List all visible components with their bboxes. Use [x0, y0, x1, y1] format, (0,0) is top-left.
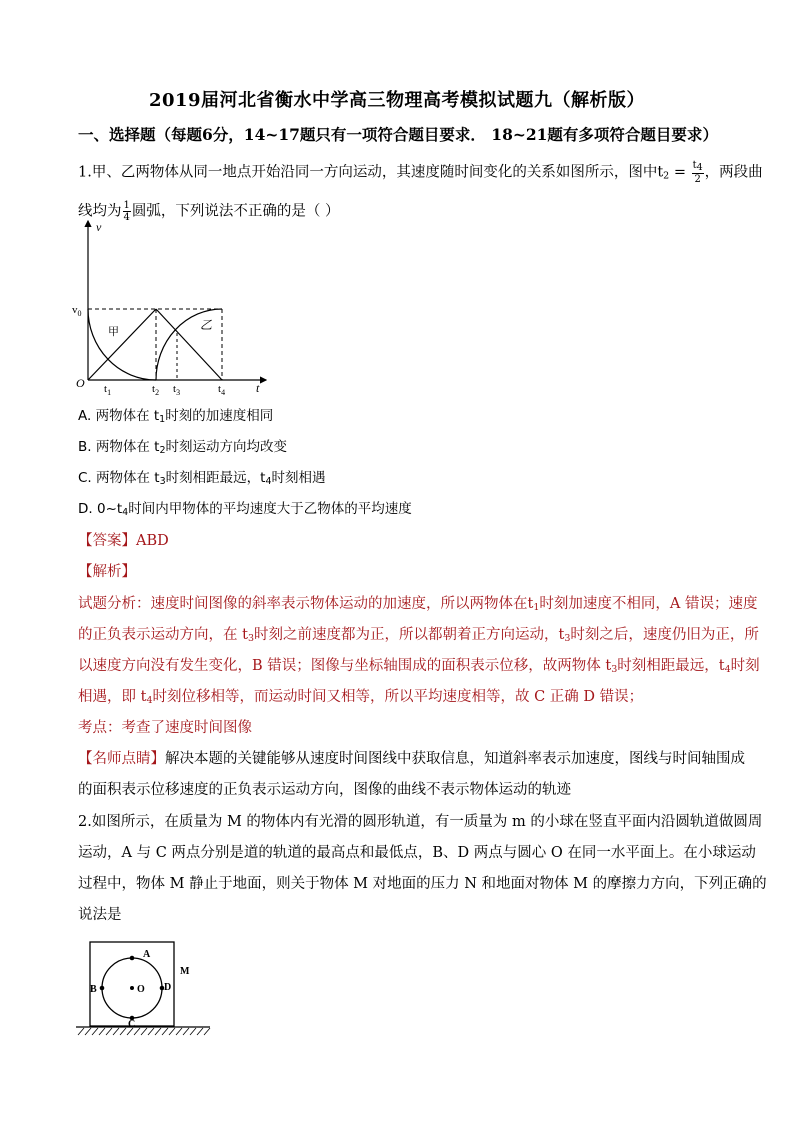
ana3-a: 以速度方向没有发生变化，B 错误；图像与坐标轴围成的面积表示位移，故两物体 t	[78, 658, 612, 674]
t1-label: $t_1$	[104, 383, 112, 395]
q1-vt-graph	[70, 215, 280, 395]
q1-analysis-line4	[78, 687, 738, 711]
q1-fraction-t4-over-2	[692, 160, 704, 185]
frac-num-sub: 4	[696, 162, 703, 173]
q1-analysis-label: 【解析】	[78, 564, 136, 580]
opt-c-sub-2: 4	[265, 476, 272, 487]
opt-c-sub: 3	[159, 476, 166, 487]
t3-label: $t_3$	[173, 383, 181, 395]
v-axis-label: v	[96, 220, 102, 234]
ana2-c: 时刻之后，速度仍旧为正，所	[570, 627, 759, 643]
q1-stem-text-2: ，两段曲	[704, 164, 763, 181]
q1-stem-eq: =	[669, 164, 691, 181]
tip-text-1: 解决本题的关键能够从速度时间图线中获取信息，知道斜率表示加速度，图线与时间轴围成	[165, 751, 745, 767]
center-o	[130, 986, 134, 990]
section-heading: 一、选择题（每题6分，14~17题只有一项符合题目要求． 18~21题有多项符合题目要求）	[78, 125, 718, 144]
opt-b-text: B. 两物体在 t	[78, 439, 160, 455]
v0-label: $v_0$	[72, 304, 82, 318]
q1-analysis-line3	[78, 656, 760, 680]
ana2-sub2: 3	[564, 633, 571, 644]
label-b: B	[90, 984, 97, 995]
jia-rising-line	[88, 309, 156, 380]
q1-kaodian: 考点：考查了速度时间图像	[78, 720, 252, 736]
opt-c-text: C. 两物体在 t	[78, 470, 160, 486]
yi-curve-label: 乙	[200, 318, 213, 332]
ana1-sub: 1	[533, 602, 540, 613]
opt-c-text-3: 时刻相遇	[271, 470, 326, 486]
opt-a-text-2: 时刻的加速度相同	[165, 408, 274, 424]
q2-stem-line4: 说法是	[78, 907, 122, 923]
opt-d-sub: 4	[122, 507, 129, 518]
point-b	[100, 986, 105, 991]
jia-falling-line	[156, 309, 222, 380]
opt-c-text-2: 时刻相距最远，t	[165, 470, 266, 486]
t4-label: $t_4$	[218, 383, 226, 395]
point-a	[130, 956, 135, 961]
ana3-b: 时刻相距最远，t	[617, 658, 725, 674]
q1-tip-line2: 的面积表示位移速度的正负表示运动方向，图像的曲线不表示物体运动的轨迹	[78, 782, 571, 798]
ana3-c: 时刻	[730, 658, 760, 674]
q1-tip-line1	[78, 749, 745, 769]
label-o: O	[137, 984, 145, 995]
q1-answer: 【答案】ABD	[78, 533, 169, 549]
ana1-b: 时刻加速度不相同，A 错误；速度	[539, 596, 758, 612]
ana2-a: 的正负表示运动方向，在 t	[78, 627, 248, 643]
frac2-num: 1	[123, 200, 130, 211]
q2-stem-line3: 过程中，物体 M 静止于地面，则关于物体 M 对地面的压力 N 和地面对物体 M 的摩擦力方向，下列正确的	[78, 876, 767, 892]
ana4-sub: 4	[146, 695, 153, 706]
q1-line2-b: 圆弧，下列说法不正确的是（ ）	[131, 203, 340, 220]
opt-b-text-2: 时刻运动方向均改变	[165, 439, 287, 455]
ana2-sub: 3	[247, 633, 254, 644]
q2-circular-track-figure	[74, 940, 214, 1040]
opt-b-sub: 2	[159, 445, 166, 456]
q2-stem-line1: 2.如图所示，在质量为 M 的物体内有光滑的圆形轨道，有一质量为 m 的小球在竖直平面内沿圆轨道做圆周	[78, 814, 763, 830]
ana2-b: 时刻之前速度都为正，所以都朝着正方向运动，t	[253, 627, 565, 643]
q1-stem-sub: 2	[663, 170, 670, 182]
opt-d-text-2: 时间内甲物体的平均速度大于乙物体的平均速度	[128, 501, 412, 517]
opt-a-text: A. 两物体在 t	[78, 408, 160, 424]
q1-stem-line1	[78, 160, 763, 187]
frac-den: 2	[694, 174, 701, 185]
label-d: D	[164, 982, 172, 993]
page-title: 2019届河北省衡水中学高三物理高考模拟试题九（解析版）	[148, 90, 646, 111]
opt-d-text: D. 0~t	[78, 501, 123, 517]
q1-option-d	[78, 499, 738, 523]
opt-a-sub: 1	[159, 414, 166, 425]
q1-stem-text: 1.甲、乙两物体从同一地点开始沿同一方向运动，其速度随时间变化的关系如图所示，图中t	[78, 164, 664, 181]
ana3-sub: 3	[611, 664, 618, 675]
frac2-den: 4	[123, 212, 130, 223]
q1-option-b	[78, 437, 738, 461]
ana1-a: 试题分析：速度时间图像的斜率表示物体运动的加速度，所以两物体在t	[78, 596, 534, 612]
q1-option-c	[78, 468, 738, 492]
ana4-a: 相遇，即 t	[78, 689, 147, 705]
t2-label: $t_2$	[152, 383, 160, 395]
ground-hatching	[78, 1028, 210, 1035]
jia-curve-label: 甲	[108, 326, 119, 338]
label-a: A	[143, 949, 151, 960]
q1-option-a	[78, 406, 738, 430]
ana3-sub2: 4	[724, 664, 731, 675]
q1-line2-a: 线均为	[78, 203, 122, 220]
frac-num: t	[692, 160, 697, 171]
origin-label: O	[76, 376, 85, 390]
ana4-b: 时刻位移相等，而运动时间又相等，所以平均速度相等，故 C 正确 D 错误；	[152, 689, 644, 705]
tip-label: 【名师点睛】	[78, 751, 165, 767]
label-c: C	[128, 1019, 136, 1030]
q1-analysis-line1	[78, 594, 758, 618]
t-axis-label: t	[256, 381, 260, 395]
q2-stem-line2: 运动，A 与 C 两点分别是道的轨道的最高点和最低点，B、D 两点与圆心 O 在同一水平面上。在小球运动	[78, 845, 756, 861]
q1-analysis-line2	[78, 625, 759, 649]
label-m: M	[180, 966, 190, 977]
